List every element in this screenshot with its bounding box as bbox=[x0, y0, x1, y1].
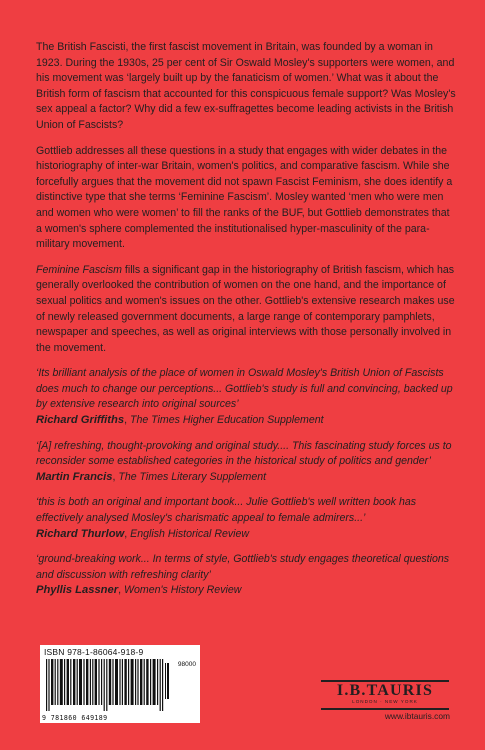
review-attribution bbox=[36, 413, 458, 429]
review-quote: ‘ground-breaking work... In terms of style, Gottlieb's study engages theoretical questions and discussion with refreshing clarity’ bbox=[36, 553, 450, 581]
review-publication: English Historical Review bbox=[130, 527, 250, 540]
reviewer-name: Martin Francis bbox=[36, 470, 113, 483]
review-publication: Women's History Review bbox=[123, 584, 242, 597]
barcode-digits: 9 781860 649189 bbox=[42, 714, 108, 722]
price-code: 98000 bbox=[177, 661, 196, 668]
isbn-barcode bbox=[40, 645, 200, 723]
blurb-paragraph-1: The British Fascisti, the first fascist movement in Britain, was founded by a woman in 1923. During the 1930s, 25 per cent of Sir Oswald Mosley's supporters were women, and his movement was ‘largely built up by the fanaticism of women.’ What was it about the British form of fascism that accounted for this conspicuous female support? Was Mosley's sex appeal a factor? Why did a few ex-suffragettes become leading activists in the British Union of Fascists? bbox=[36, 41, 456, 131]
review-4 bbox=[36, 552, 458, 599]
isbn-label: ISBN 978-1-86064-918-9 bbox=[44, 647, 144, 657]
review-quote: ‘[A] refreshing, thought-provoking and original study.... This fascinating study forces us to reconsider some established categories in the historical study of politics and gender’ bbox=[36, 439, 452, 468]
blurb-paragraph-2: Gottlieb addresses all these questions in a study that engages with wider debates in the historiography of inter-war Britain, women's politics, and comparative fascism. While she forcefully argues that the movement did not spawn Fascist Feminism, she does identify a distinctive type that she terms ‘Feminine Fascism’. Mosley wanted ‘men who were men and women who were women’ to fill the ranks of the BUF, but Gottlieb demonstrates that a women's sphere complemented the institutionalised hyper-masculinity of the para-military movement. bbox=[36, 144, 453, 251]
book-title-inline: Feminine Fascism bbox=[36, 263, 122, 276]
publisher-website: www.ibtauris.com bbox=[384, 711, 450, 721]
publisher-block bbox=[320, 680, 450, 722]
attribution-separator: , bbox=[118, 584, 124, 597]
publisher-logo bbox=[321, 680, 449, 710]
reviewer-name: Phyllis Lassner bbox=[36, 584, 119, 597]
reviewer-name: Richard Thurlow bbox=[36, 527, 125, 540]
publisher-logo-name: I.B.TAURIS bbox=[336, 682, 434, 699]
review-publication: The Times Higher Education Supplement bbox=[129, 414, 324, 427]
review-3 bbox=[36, 495, 458, 542]
publisher-logo-cities: LONDON · NEW YORK bbox=[352, 699, 418, 704]
review-1 bbox=[36, 366, 458, 428]
review-attribution bbox=[36, 583, 458, 599]
blurb-paragraph-3 bbox=[36, 263, 458, 357]
review-publication: The Times Literary Supplement bbox=[118, 470, 267, 483]
review-quote: ‘this is both an original and important book... Julie Gottlieb's well written book has effectively analysed Mosley's charismatic appeal to female admirers...’ bbox=[36, 496, 417, 525]
back-cover-text bbox=[36, 40, 458, 609]
review-attribution bbox=[36, 527, 458, 543]
review-2 bbox=[36, 439, 458, 486]
attribution-separator: , bbox=[124, 414, 130, 427]
reviewer-name: Richard Griffiths bbox=[36, 414, 125, 427]
attribution-separator: , bbox=[124, 527, 131, 540]
review-quote: ‘Its brilliant analysis of the place of women in Oswald Mosley's British Union of Fascists does much to change our perceptions... Gottlieb's study is full and convincing, backed up by extensive research into original sources’ bbox=[36, 367, 453, 411]
review-attribution bbox=[36, 470, 458, 486]
blurb-paragraph-3-text: fills a significant gap in the historiography of British fascism, which has generally overlooked the contribution of women on the one hand, and the importance of sexual politics and women's issues on the other. Gottlieb's extensive research makes use of newly released government documents, a large range of contemporary pamphlets, newspaper and speeches, as well as original interviews with those personally involved in the movement. bbox=[36, 263, 455, 354]
attribution-separator: , bbox=[112, 470, 119, 483]
barcode-bars bbox=[46, 659, 170, 711]
